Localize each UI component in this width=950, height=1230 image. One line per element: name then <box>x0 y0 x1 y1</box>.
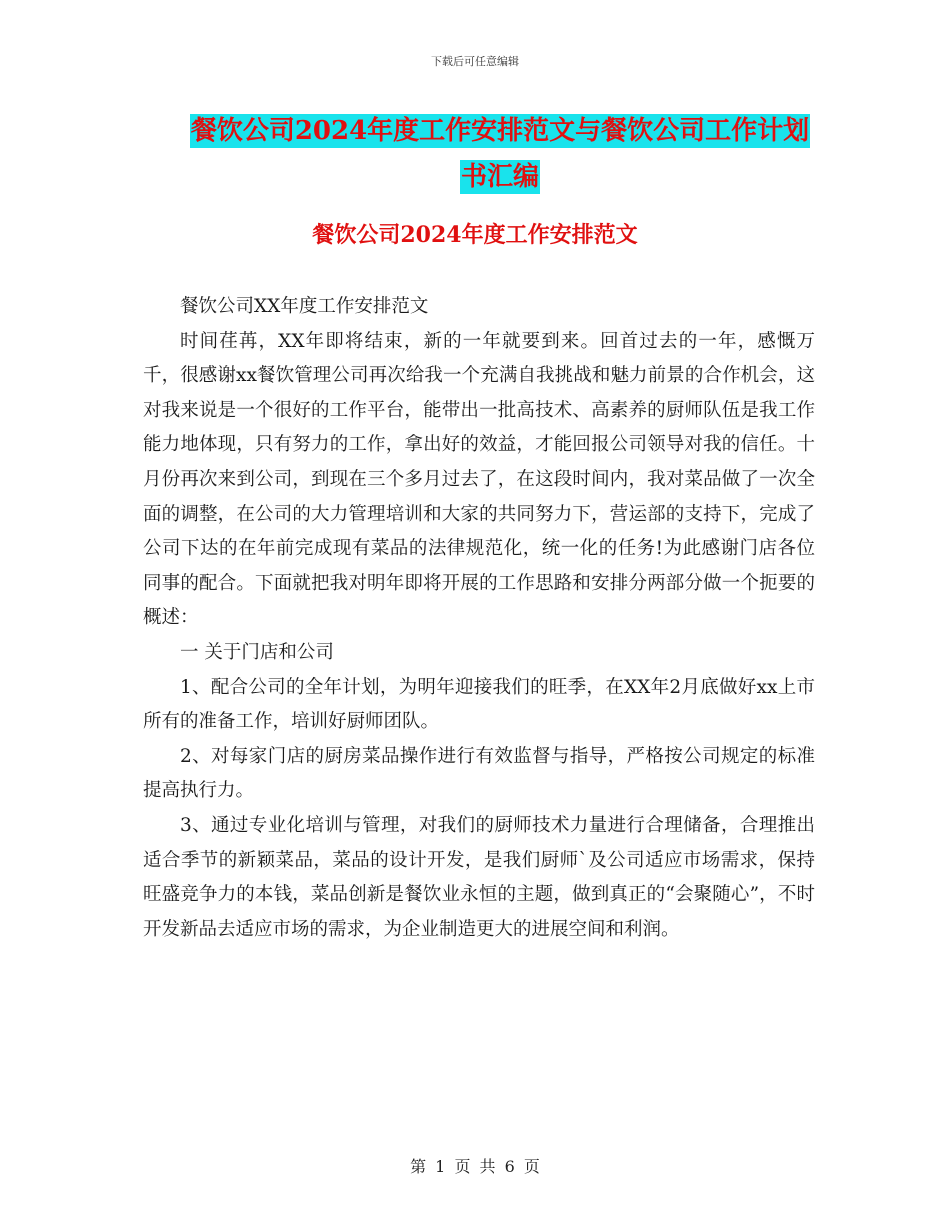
main-title-line1: 餐饮公司2024年度工作安排范文与餐饮公司工作计划 <box>190 116 810 146</box>
main-title-line2: 书汇编 <box>460 162 539 192</box>
paragraph-heading: 一 关于门店和公司 <box>180 641 334 663</box>
paragraph-item-3: 3、通过专业化培训与管理，对我们的厨师技术力量进行合理储备，合理推出适合季节的新颖菜品，菜品的设计开发，是我们厨师`及公司适应市场需求，保持旺盛竞争力的本钱，菜品创新是餐饮业永恒的主题，做到真正的“会聚随心”，不时开发新品去适应市场的需求，为企业制造更大的进展空间和利润。 <box>143 814 815 940</box>
header-note: 下载后可任意编辑 <box>431 55 519 68</box>
paragraph-item-1: 1、配合公司的全年计划，为明年迎接我们的旺季，在XX年2月底做好xx上市所有的准备工作，培训好厨师团队。 <box>143 676 815 733</box>
page-footer: 第 1 页 共 6 页 <box>410 1157 540 1176</box>
main-title <box>145 108 855 200</box>
paragraph-subtitle: 餐饮公司XX年度工作安排范文 <box>180 296 429 317</box>
paragraph-intro: 时间荏苒，XX年即将结束，新的一年就要到来。回首过去的一年，感慨万千，很感谢xx餐饮管理公司再次给我一个充满自我挑战和魅力前景的合作机会，这对我来说是一个很好的工作平台，能带出一批高技术、高素养的厨师队伍是我工作能力地体现，只有努力的工作，拿出好的效益，才能回报公司领导对我的信任。十月份再次来到公司，到现在三个多月过去了，在这段时间内，我对菜品做了一次全面的调整，在公司的大力管理培训和大家的共同努力下，营运部的支持下，完成了公司下达的在年前完成现有菜品的法律规范化，统一化的任务!为此感谢门店各位同事的配合。下面就把我对明年即将开展的工作思路和安排分两部分做一个扼要的概述： <box>143 330 816 629</box>
paragraph-item-2: 2、对每家门店的厨房菜品操作进行有效监督与指导，严格按公司规定的标准提高执行力。 <box>143 745 815 802</box>
document-body <box>143 290 815 947</box>
section-title: 餐饮公司2024年度工作安排范文 <box>312 222 638 248</box>
